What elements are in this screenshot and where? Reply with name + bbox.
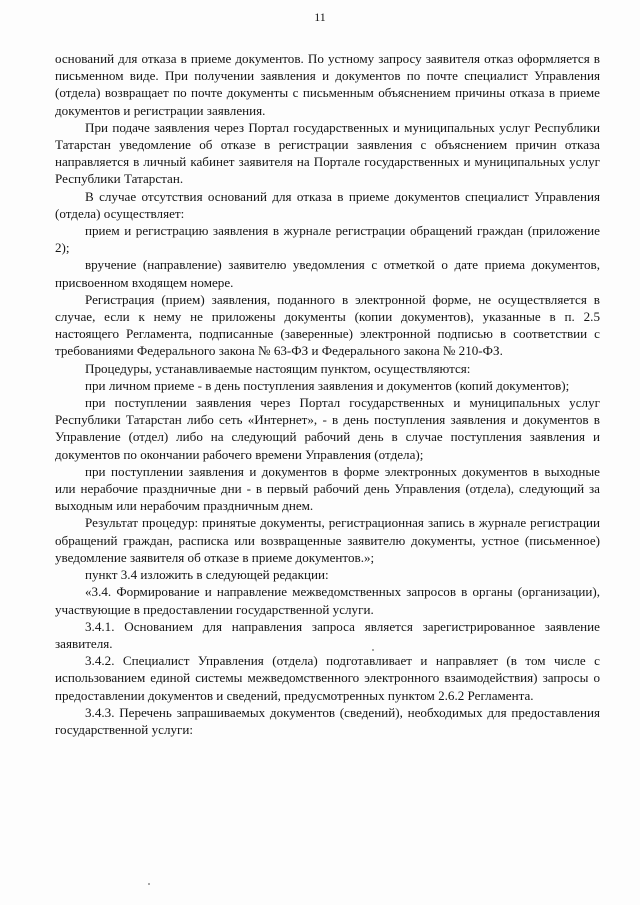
paragraph: Процедуры, устанавливаемые настоящим пунктом, осуществляются: — [85, 360, 471, 376]
page-number: 11 — [314, 10, 326, 24]
scan-speck — [148, 883, 150, 885]
paragraph: При подаче заявления через Портал государственных и муниципальных услуг Республики Татарстан уведомление об отказе в регистрации заявления с объяснением причин отказа направляется в личный кабинет заявителя на Портале государственных и муниципальных услуг Республики Татарстан. — [55, 119, 600, 187]
paragraph: 3.4.2. Специалист Управления (отдела) подготавливает и направляет (в том числе с использованием единой системы межведомственного электронного взаимодействия) запросы о предоставлении документов и сведений, предусмотренных пунктом 2.6.2 Регламента. — [55, 653, 600, 703]
document-body — [55, 50, 600, 738]
paragraph: при поступлении заявления через Портал государственных и муниципальных услуг Республики Татарстан либо сеть «Интернет», - в день поступления заявления и документов в Управление (отдел) либо на следующий рабочий день в случае поступления заявления и документов по окончании рабочего времени Управления (отдела); — [55, 395, 600, 462]
paragraph: 3.4.3. Перечень запрашиваемых документов (сведений), необходимых для предоставления государственной услуги: — [55, 704, 600, 737]
paragraph: В случае отсутствия оснований для отказа в приеме документов специалист Управления (отдела) осуществляет: — [55, 188, 600, 221]
paragraph: Результат процедур: принятые документы, регистрационная запись в журнале регистрации обращений граждан, расписка или возвращенные заявителю документы, устное (письменное) уведомление заявителя об отказе в приеме документов.»; — [55, 515, 600, 565]
paragraph: пункт 3.4 изложить в следующей редакции: — [85, 567, 329, 583]
scan-speck — [543, 427, 545, 429]
paragraph: при поступлении заявления и документов в форме электронных документов в выходные или нерабочие праздничные дни - в первый рабочий день Управления (отдела), следующий за выходным или нерабочим праздничным днем. — [55, 463, 600, 514]
paragraph: оснований для отказа в приеме документов. По устному запросу заявителя отказ оформляется в письменном виде. При получении заявления и документов по почте специалист Управления (отдела) возвращает по почте документы с письменным объяснением причины отказа в приеме документов и регистрации заявления. — [55, 51, 600, 118]
paragraph: вручение (направление) заявителю уведомления с отметкой о дате приема документов, присвоенном входящем номере. — [55, 257, 600, 290]
paragraph: при личном приеме - в день поступления заявления и документов (копий документов); — [85, 377, 570, 393]
scan-speck — [372, 649, 374, 651]
paragraph: 3.4.1. Основанием для направления запроса является зарегистрированное заявление заявителя. — [55, 618, 600, 651]
paragraph: Регистрация (прием) заявления, поданного в электронной форме, не осуществляется в случае, если к нему не приложены документы (копии документов), указанные в п. 2.5 настоящего Регламента, подписанные (заверенные) электронной подписью в соответствии с требованиями Федерального закона № 63-ФЗ и Федерального закона № 210-ФЗ. — [55, 291, 600, 359]
paragraph: прием и регистрацию заявления в журнале регистрации обращений граждан (приложение 2); — [55, 223, 600, 256]
paragraph: «3.4. Формирование и направление межведомственных запросов в органы (организации), участвующие в предоставлении государственной услуги. — [55, 584, 600, 617]
